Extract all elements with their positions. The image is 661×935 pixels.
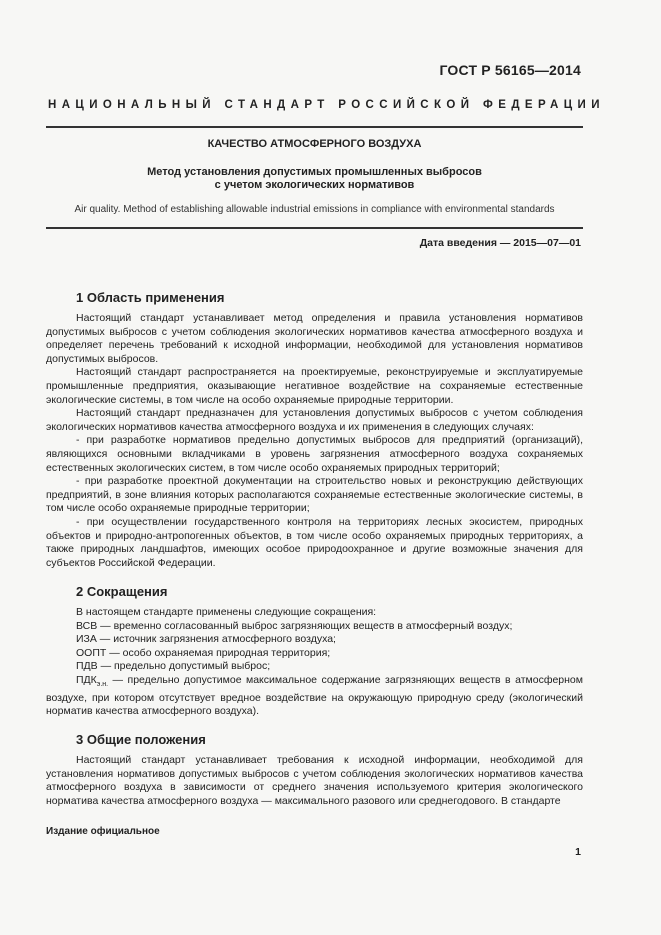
title-rule bbox=[46, 227, 583, 229]
pdk-subscript: э.н. bbox=[96, 681, 109, 689]
section-2-heading: 2 Сокращения bbox=[76, 584, 168, 599]
section-1-paragraph: Настоящий стандарт устанавливает метод определения и правила установления нормативов допустимых выбросов с учетом соблюдения экологических нормативов качества атмосферного воздуха и определяет перечень требований к исходной информации, необходимой для установления нормативов допустимых выбросов. bbox=[46, 312, 583, 365]
national-standard-heading: НАЦИОНАЛЬНЫЙ СТАНДАРТ РОССИЙСКОЙ ФЕДЕРАЦИИ bbox=[48, 99, 605, 111]
section-1-paragraph: Настоящий стандарт предназначен для установления допустимых выбросов с учетом соблюдения экологических нормативов качества атмосферного воздуха и их применения в следующих случаях: bbox=[46, 407, 583, 433]
page-number: 1 bbox=[575, 846, 581, 858]
top-rule bbox=[46, 126, 583, 128]
document-subtitle bbox=[46, 166, 583, 192]
section-1-heading: 1 Область применения bbox=[76, 290, 225, 305]
section-1-list-item: - при осуществлении государственного контроля на территориях лесных экосистем, природных объектов и природно-антропогенных объектов, в том числе особо охраняемых природных территориях, а также природных ландшафтов, имеющих особое природоохранное и другие возможные значения для субъектов Российской Федерации. bbox=[46, 515, 583, 569]
official-edition-label: Издание официальное bbox=[46, 826, 160, 837]
english-title: Air quality. Method of establishing allowable industrial emissions in compliance with environmental standards bbox=[74, 204, 555, 215]
section-1-list-item: - при разработке нормативов предельно допустимых выбросов для предприятий (организаций), являющихся основными вкладчиками в уровень загрязнения атмосферного воздуха сохраняемых естественных экологических систем, в том числе особо охраняемых природных территорий; bbox=[46, 434, 583, 474]
section-3-body bbox=[46, 754, 583, 808]
pdk-abbr: ПДК bbox=[76, 673, 97, 686]
document-title: КАЧЕСТВО АТМОСФЕРНОГО ВОЗДУХА bbox=[207, 138, 422, 150]
abbreviation-item: ООПТ — особо охраняемая природная территория; bbox=[76, 646, 331, 659]
pdk-definition: — предельно допустимое максимальное содержание загрязняющих веществ в атмосферном воздухе, при котором отсутствует вредное воздействие на окружающую природную среду (экологический норматив качества атмосферного воздуха). bbox=[46, 673, 583, 718]
abbreviation-item: ВСВ — временно согласованный выброс загрязняющих веществ в атмосферный воздух; bbox=[76, 619, 513, 632]
section-1-paragraph: Настоящий стандарт распространяется на проектируемые, реконструируемые и эксплуатируемые промышленные предприятия, оказывающие негативное воздействие на сохраняемые естественные экологические системы, в том числе на особо охраняемые природные территории. bbox=[46, 366, 583, 406]
effective-date: Дата введения — 2015—07—01 bbox=[419, 237, 581, 249]
gost-number: ГОСТ Р 56165—2014 bbox=[439, 62, 581, 78]
section-3-heading: 3 Общие положения bbox=[76, 732, 206, 747]
abbreviation-item: ПДВ — предельно допустимый выброс; bbox=[76, 660, 271, 673]
section-2-body bbox=[46, 606, 583, 719]
section-1-list-item: - при разработке проектной документации на строительство новых и реконструкцию действующих предприятий, в зоне влияния которых располагаются сохраняемые естественные экологические системы, в том числе особо охраняемые природные территории; bbox=[46, 475, 583, 515]
abbreviations-intro: В настоящем стандарте применены следующие сокращения: bbox=[76, 606, 377, 618]
abbreviation-item: ИЗА — источник загрязнения атмосферного воздуха; bbox=[76, 633, 336, 646]
section-3-paragraph: Настоящий стандарт устанавливает требования к исходной информации, необходимой для установления нормативов допустимых выбросов с учетом соблюдения экологических нормативов качества атмосферного воздуха в зависимости от среднего значения используемого критерия экологического норматива качества атмосферного воздуха — максимального разового или среднегодового. В стандарте bbox=[46, 754, 583, 807]
subtitle-line-2: с учетом экологических нормативов bbox=[214, 179, 415, 191]
abbreviation-item-pdk bbox=[46, 674, 583, 719]
section-1-body bbox=[46, 312, 583, 570]
subtitle-line-1: Метод установления допустимых промышленных выбросов bbox=[147, 166, 482, 178]
